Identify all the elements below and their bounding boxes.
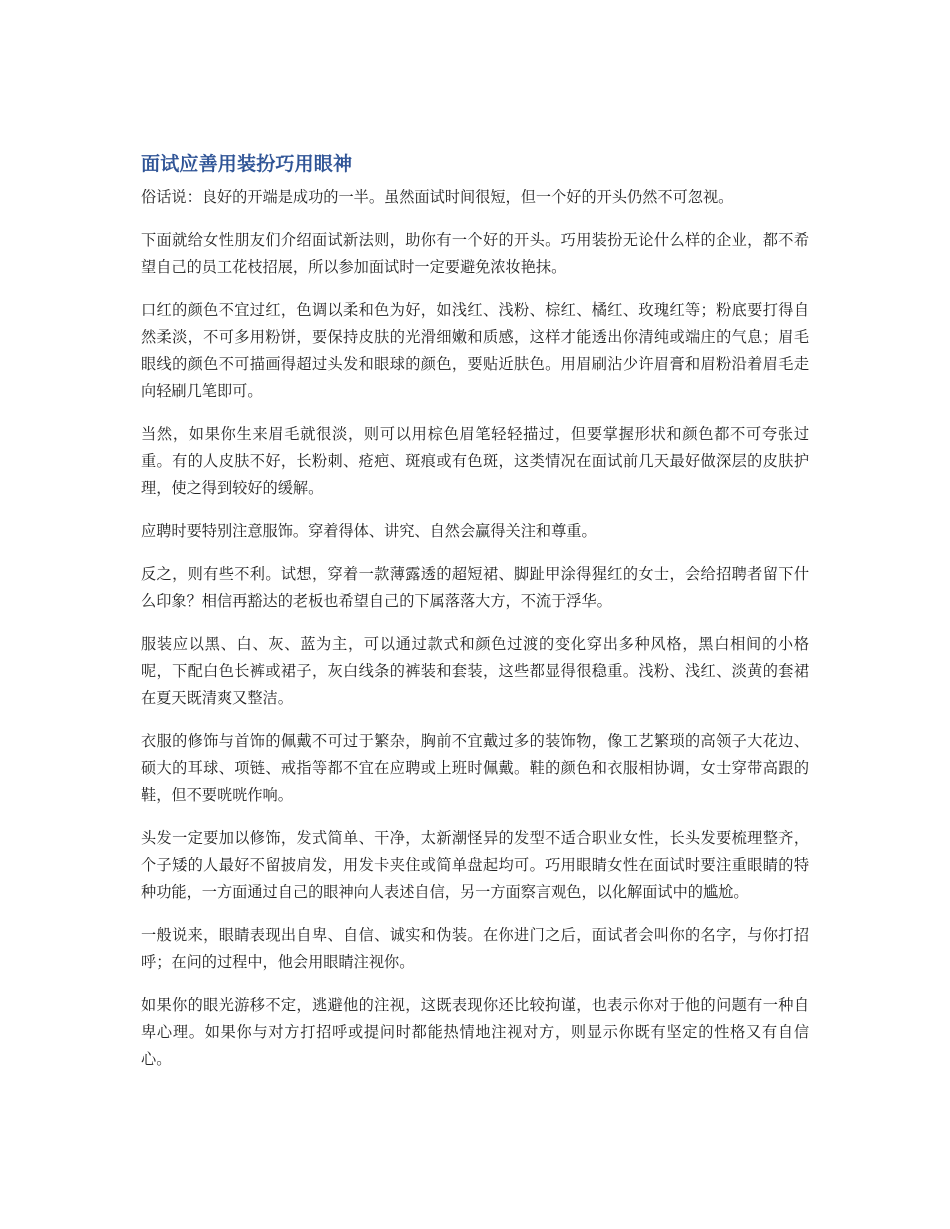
paragraph-9: 头发一定要加以修饰，发式简单、干净，太新潮怪异的发型不适合职业女性，长头发要梳理整齐，个子矮的人最好不留披肩发，用发卡夹住或简单盘起均可。巧用眼睛女性在面试时要注重眼睛的特种功能，一方面通过自己的眼神向人表述自信，另一方面察言观色，以化解面试中的尴尬。 <box>141 829 809 901</box>
paragraph-2: 下面就给女性朋友们介绍面试新法则，助你有一个好的开头。巧用装扮无论什么样的企业，都不希望自己的员工花枝招展，所以参加面试时一定要避免浓妆艳抹。 <box>141 231 809 276</box>
document-title: 面试应善用装扮巧用眼神 <box>141 153 353 175</box>
paragraph-7: 服装应以黑、白、灰、蓝为主，可以通过款式和颜色过渡的变化穿出多种风格，黑白相间的小格呢，下配白色长裤或裙子，灰白线条的裤装和套装，这些都显得很稳重。浅粉、浅红、淡黄的套裙在夏天既清爽又整洁。 <box>141 635 809 707</box>
paragraph-5: 应聘时要特别注意服饰。穿着得体、讲究、自然会赢得关注和尊重。 <box>141 522 597 540</box>
paragraph-10: 一般说来，眼睛表现出自卑、自信、诚实和伪装。在你进门之后，面试者会叫你的名字，与你打招呼；在问的过程中，他会用眼睛注视你。 <box>141 926 809 971</box>
paragraph-11: 如果你的眼光游移不定，逃避他的注视，这既表现你还比较拘谨，也表示你对于他的问题有一种自卑心理。如果你与对方打招呼或提问时都能热情地注视对方，则显示你既有坚定的性格又有自信心。 <box>141 996 809 1068</box>
paragraph-4: 当然，如果你生来眉毛就很淡，则可以用棕色眉笔轻轻描过，但要掌握形状和颜色都不可夸张过重。有的人皮肤不好，长粉刺、疮疤、斑痕或有色斑，这类情况在面试前几天最好做深层的皮肤护理，使之得到较好的缓解。 <box>141 425 809 497</box>
paragraph-1: 俗话说：良好的开端是成功的一半。虽然面试时间很短，但一个好的开头仍然不可忽视。 <box>141 188 734 206</box>
paragraph-3: 口红的颜色不宜过红，色调以柔和色为好，如浅红、浅粉、棕红、橘红、玫瑰红等；粉底要打得自然柔淡，不可多用粉饼，要保持皮肤的光滑细嫩和质感，这样才能透出你清纯或端庄的气息；眉毛眼线的颜色不可描画得超过头发和眼球的颜色，要贴近肤色。用眉刷沾少许眉膏和眉粉沿着眉毛走向轻刷几笔即可。 <box>141 301 809 400</box>
document-page <box>141 150 809 1089</box>
paragraph-6: 反之，则有些不利。试想，穿着一款薄露透的超短裙、脚趾甲涂得猩红的女士，会给招聘者留下什么印象？相信再豁达的老板也希望自己的下属落落大方，不流于浮华。 <box>141 565 809 610</box>
paragraph-8: 衣服的修饰与首饰的佩戴不可过于繁杂，胸前不宜戴过多的装饰物，像工艺繁琐的高领子大花边、硕大的耳球、项链、戒指等都不宜在应聘或上班时佩戴。鞋的颜色和衣服相协调，女士穿带高跟的鞋，但不要咣咣作响。 <box>141 732 809 804</box>
